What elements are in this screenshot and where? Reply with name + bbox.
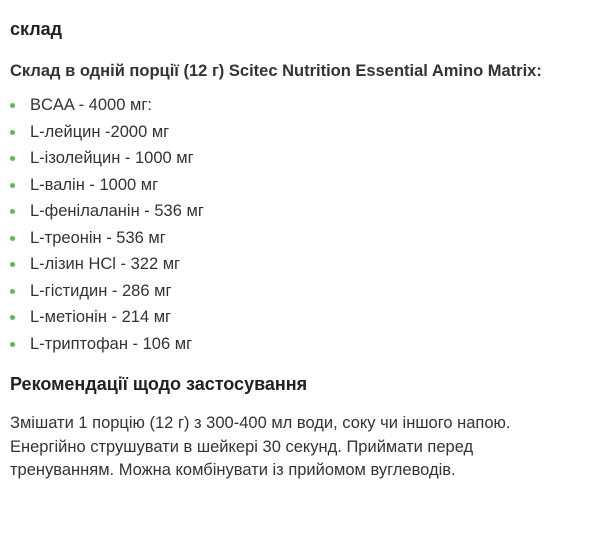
recommendations-text: Змішати 1 порцію (12 г) з 300-400 мл води, соку чи іншого напою. Енергійно струшувати в шейкері 30 секунд. Приймати перед тренуванням. Можна комбінувати із прийомом вуглеводів. <box>10 414 511 479</box>
list-item <box>10 198 204 225</box>
ingredient-text: L-фенілаланін - 536 мг <box>30 202 204 220</box>
bullet-icon <box>10 262 15 267</box>
list-item <box>10 278 204 305</box>
recommendations-heading: Рекомендації щодо застосування <box>10 374 308 394</box>
bullet-icon <box>10 342 15 347</box>
list-item <box>10 119 204 146</box>
ingredient-list <box>10 92 204 357</box>
list-item <box>10 225 204 252</box>
ingredient-text: L-лізин HCl - 322 мг <box>30 255 181 273</box>
ingredient-text: L-ізолейцин - 1000 мг <box>30 149 194 167</box>
ingredient-text: L-гістидин - 286 мг <box>30 281 172 300</box>
bullet-icon <box>10 209 15 214</box>
list-item <box>10 331 204 358</box>
composition-heading: Склад в одній порції (12 г) Scitec Nutrition Essential Amino Matrix: <box>10 62 542 80</box>
ingredient-text: L-треонін - 536 мг <box>30 228 166 247</box>
ingredient-text: L-метіонін - 214 мг <box>30 308 172 326</box>
bullet-icon <box>10 289 15 294</box>
list-item <box>10 304 204 331</box>
ingredient-text: L-лейцин -2000 мг <box>30 122 170 141</box>
list-item <box>10 251 204 278</box>
ingredient-text: L-валін - 1000 мг <box>30 175 159 194</box>
bullet-icon <box>10 183 15 188</box>
list-item <box>10 92 204 119</box>
ingredient-text: L-триптофан - 106 мг <box>30 334 193 353</box>
ingredient-text: BCAA - 4000 мг: <box>30 96 152 114</box>
list-item <box>10 145 204 172</box>
bullet-icon <box>10 315 15 320</box>
bullet-icon <box>10 236 15 241</box>
bullet-icon <box>10 103 15 108</box>
list-item <box>10 172 204 199</box>
section-title: склад <box>10 19 63 39</box>
bullet-icon <box>10 130 15 135</box>
bullet-icon <box>10 156 15 161</box>
